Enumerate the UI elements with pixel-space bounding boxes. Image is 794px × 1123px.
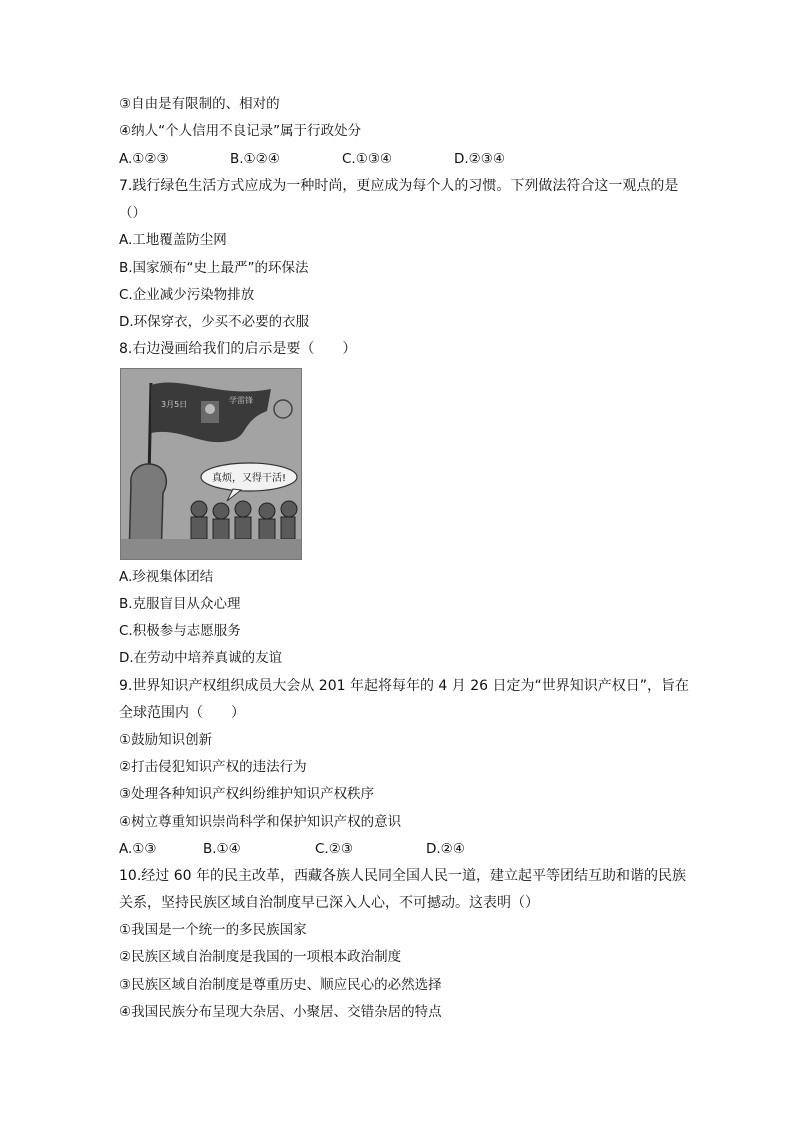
q7-option-a: A.工地覆盖防尘网 [119, 232, 227, 248]
q9-option-b: B.①④ [203, 841, 241, 857]
q6-item-3: ③自由是有限制的、相对的 [119, 96, 280, 112]
q6-item-4: ④纳人“个人信用不良记录”属于行政处分 [119, 123, 362, 139]
cartoon-drawing [121, 369, 301, 559]
q8-option-d: D.在劳动中培养真诚的友谊 [119, 650, 283, 666]
q9-option-c: C.②③ [315, 841, 353, 857]
q8-option-a: A.珍视集体团结 [119, 569, 214, 585]
q9-option-d: D.②④ [426, 841, 465, 857]
q7-option-b: B.国家颁布“史上最严”的环保法 [119, 260, 309, 276]
q6-option-c: C.①③④ [342, 151, 393, 167]
q8-option-c: C.积极参与志愿服务 [119, 623, 241, 639]
q7-stem-blank: （） [119, 205, 146, 221]
q9-stem: 9.世界知识产权组织成员大会从 201 年起将每年的 4 月 26 日定为“世界知识产权日”，旨在 [119, 678, 690, 694]
q6-option-a: A.①②③ [119, 151, 169, 167]
q10-item-1: ①我国是一个统一的多民族国家 [119, 922, 307, 938]
q8-stem: 8.右边漫画给我们的启示是要（ ） [119, 341, 357, 357]
q9-item-1: ①鼓励知识创新 [119, 732, 213, 748]
cartoon-speech-bubble: 真烦，又得干活! [211, 473, 287, 484]
q7-option-c: C.企业减少污染物排放 [119, 287, 255, 303]
q9-stem-continued: 全球范围内（ ） [119, 705, 245, 721]
q8-option-b: B.克服盲目从众心理 [119, 596, 241, 612]
q10-stem: 10.经过 60 年的民主改革，西藏各族人民同全国人民一道，建立起平等团结互助和谐的民族 [119, 868, 686, 884]
q9-item-2: ②打击侵犯知识产权的违法行为 [119, 759, 307, 775]
q10-stem-continued: 关系，坚持民族区域自治制度早已深入人心，不可撼动。这表明（） [119, 895, 539, 911]
cartoon-flag-label: 3月5日 [161, 400, 188, 409]
cartoon-image [120, 368, 302, 560]
cartoon-flag-text: 学雷锋 [229, 396, 253, 405]
q6-option-b: B.①②④ [230, 151, 280, 167]
q9-item-4: ④树立尊重知识崇尚科学和保护知识产权的意识 [119, 814, 402, 830]
q9-item-3: ③处理各种知识产权纠纷维护知识产权秩序 [119, 786, 375, 802]
q7-stem: 7.践行绿色生活方式应成为一种时尚，更应成为每个人的习惯。下列做法符合这一观点的是 [119, 178, 679, 194]
q10-item-3: ③民族区域自治制度是尊重历史、顺应民心的必然选择 [119, 977, 442, 993]
q10-item-4: ④我国民族分布呈现大杂居、小聚居、交错杂居的特点 [119, 1004, 442, 1020]
q10-item-2: ②民族区域自治制度是我国的一项根本政治制度 [119, 949, 402, 965]
q7-option-d: D.环保穿衣，少买不必要的衣服 [119, 314, 310, 330]
q6-option-d: D.②③④ [454, 151, 505, 167]
q9-option-a: A.①③ [119, 841, 157, 857]
